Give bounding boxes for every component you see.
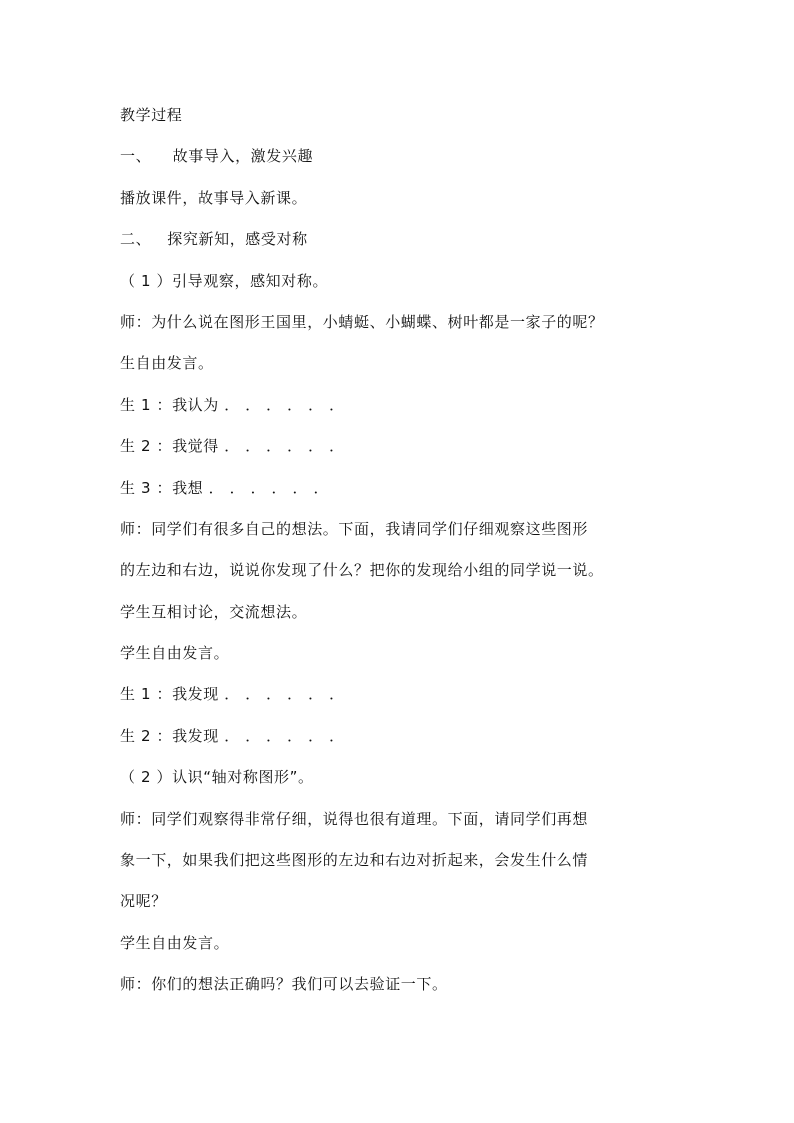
- sub-heading-2: （ 2 ）认识“轴对称图形”。: [120, 768, 314, 787]
- document-body: [120, 103, 680, 1014]
- paragraph: 学生自由发言。: [120, 644, 230, 663]
- paragraph: 况呢？: [120, 892, 167, 911]
- paragraph: 师：你们的想法正确吗？我们可以去验证一下。: [120, 975, 448, 994]
- paragraph: 生 2 ：我发现 ． ． ． ． ． ．: [120, 726, 345, 745]
- paragraph: 生自由发言。: [120, 354, 214, 373]
- paragraph: 师：同学们观察得非常仔细，说得也很有道理。下面，请同学们再想: [120, 809, 589, 828]
- paragraph: 师：为什么说在图形王国里，小蜻蜓、小蝴蝶、树叶都是一家子的呢？: [120, 312, 604, 331]
- paragraph: 生 3 ：我想 ． ． ． ． ． ．: [120, 478, 330, 497]
- step-heading-1: 一、 故事导入，激发兴趣: [120, 147, 314, 166]
- paragraph: 生 1 ：我认为 ． ． ． ． ． ．: [120, 395, 345, 414]
- paragraph: 的左边和右边，说说你发现了什么？把你的发现给小组的同学说一说。: [120, 561, 604, 580]
- paragraph: 生 1 ：我发现 ． ． ． ． ． ．: [120, 685, 345, 704]
- paragraph: 生 2 ：我觉得 ． ． ． ． ． ．: [120, 437, 345, 456]
- section-heading: 教学过程: [120, 106, 183, 124]
- paragraph: 师：同学们有很多自己的想法。下面，我请同学们仔细观察这些图形: [120, 519, 589, 538]
- paragraph: 学生自由发言。: [120, 933, 230, 952]
- paragraph: 学生互相讨论，交流想法。: [120, 602, 308, 621]
- step-heading-2: 二、 探究新知，感受对称: [120, 230, 308, 249]
- paragraph: 象一下，如果我们把这些图形的左边和右边对折起来，会发生什么情: [120, 851, 589, 870]
- paragraph: 播放课件，故事导入新课。: [120, 188, 308, 207]
- sub-heading-1: （ 1 ）引导观察，感知对称。: [120, 271, 329, 290]
